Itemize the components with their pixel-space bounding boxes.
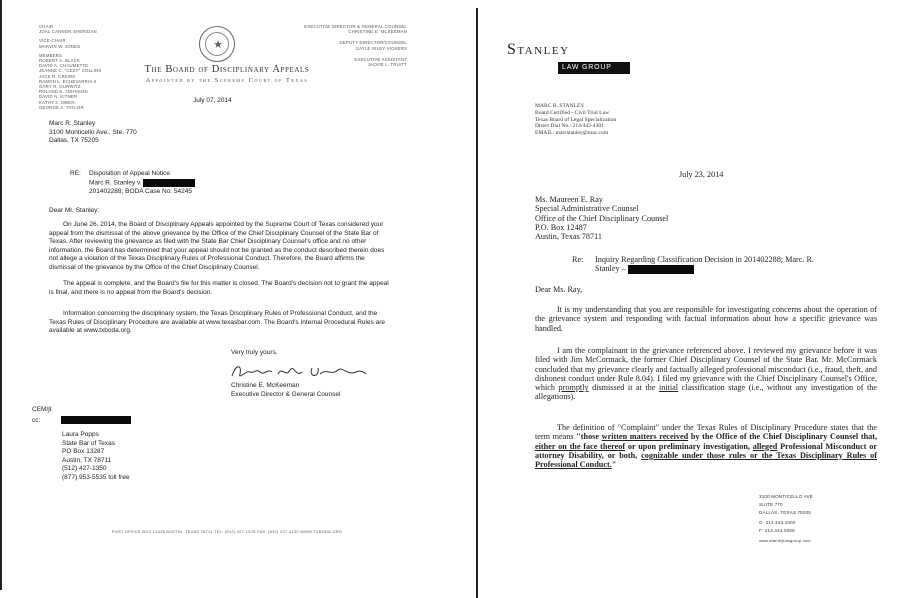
members-label: MEMBERS: [39, 52, 63, 58]
member-name: JACK R. CREWS: [39, 73, 76, 79]
firm-name: Stanley: [507, 41, 570, 58]
letter-date: July 23, 2014: [679, 170, 724, 179]
chair-label: CHAIR: [39, 24, 54, 29]
paragraph: [535, 346, 877, 402]
text-span: ": [611, 460, 617, 470]
cc-line: PO Box 13287: [62, 448, 105, 456]
letter-footer: POST OFFICE BOX 12426 AUSTIN, TEXAS 78711 TEL: (512) 427-1578 FAX: (512) 427-4130 WWW.TXBODA.ORG: [111, 529, 343, 534]
recipient-line: Austin, Texas 78711: [535, 232, 602, 242]
firm-address-line: DALLAS, TEXAS 75205: [759, 510, 811, 515]
paragraph: Information concerning the disciplinary system, the Texas Disciplinary Rules of Professional Conduct, and the Texas Rules of Disciplinary Procedure are available at www.texasbar.com. The Board's Internal Procedural Rules are available at www.txboda.org.: [49, 310, 386, 335]
exec-assistant-label: EXECUTIVE ASSISTANT: [354, 56, 407, 62]
initials: CEM/jt: [32, 406, 52, 413]
phone-number: 214.443.4300: [765, 520, 796, 525]
re-line: Disposition of Appeal Notice: [89, 170, 170, 177]
fax-number: 214.443.0358: [764, 528, 795, 533]
re-line: 201402288; BODA Case No. 54245: [89, 187, 192, 195]
text-span: I am the complainant in the grievance referenced above. I reviewed my grievance before it was filed with Jim McCormack, the former Chief Disciplinary Counsel of the State Bar. Mr. McCormack concluded that my grievance clearly and factually alleged professional misconduct (i.e., fraud, theft, and dishonest conduct under Rule 8.04). I filed my grievance with the Chief Disciplinary Counsel's Office, which: [535, 346, 877, 393]
address-line: Marc R. Stanley: [49, 120, 96, 127]
firm-address-block: [759, 493, 836, 545]
member-name: DAVID N. KITNER: [39, 94, 78, 100]
text-span: either on the face thereof: [535, 441, 626, 451]
staff-list: [292, 24, 407, 67]
recipient-line: P.O. Box 12487: [535, 222, 587, 232]
text-span: "those: [576, 432, 602, 442]
member-name: DAVID A. CHAUMETTE: [39, 63, 89, 69]
paragraph: The appeal is complete, and the Board's file for this matter is closed. The Board's decision not to grant the appeal is final, and there is no appeal from the Board's decision.: [49, 280, 389, 296]
salutation: Dear Mr. Stanley:: [49, 207, 100, 214]
member-name: KATHY J. OWEN: [39, 99, 75, 105]
salutation: Dear Ms. Ray,: [535, 285, 583, 294]
text-span: or upon preliminary investigation,: [625, 441, 753, 451]
board-name: The Board of Disciplinary Appeals: [144, 64, 310, 75]
member-name: GARY R. GURWITZ: [39, 84, 81, 90]
re-label: RE:: [70, 170, 81, 177]
cc-line: (877) 953-5535 toll free: [62, 473, 130, 481]
re-block: [595, 255, 885, 274]
paragraph: On June 26, 2014, the Board of Disciplinary Appeals appointed by the Supreme Court of Texas considered your appeal from the dismissal of the above grievance by the Office of the Chief Disciplinary Counsel of the State Bar of Texas. After reviewing the grievance as filed with the State Bar Chief Disciplinary Counsel's office and no other information, the Board has determined that your appeal should not be granted as the conduct described therein does not allege a violation of the Texas Disciplinary Rules of Professional Conduct. Therefore, the Board affirms the dismissal of the grievance by the Office of the Chief Disciplinary Counsel.: [49, 221, 385, 271]
text-span: cognizable under those rules or the Texas Disciplinary Rules of Professional Conduct.: [535, 450, 877, 470]
recipient-line: Special Administrative Counsel: [535, 204, 639, 214]
paragraph: [535, 423, 877, 469]
text-span: promptly: [558, 383, 589, 393]
phone-label: O: [759, 520, 763, 525]
vice-chair-name: MARVIN W. JONES: [39, 43, 81, 49]
recipient-line: Office of the Chief Disciplinary Counsel: [535, 213, 669, 223]
signer-name: Christine E. McKeeman: [231, 382, 300, 389]
exec-director-label: EXECUTIVE DIRECTOR & GENERAL COUNSEL: [304, 24, 407, 29]
signature-icon: [228, 360, 368, 382]
text-span: dismissed it at the: [588, 383, 659, 393]
firm-address-line: 3100 MONTICELLO AVE: [759, 494, 813, 499]
recipient-address: [49, 120, 137, 146]
member-name: RAMON L. ECHEVARRIA II: [39, 78, 97, 84]
text-span: Professional Misconduct or attorney Disability, or both,: [535, 441, 878, 460]
text-span: alleged: [752, 441, 778, 451]
member-name: ROBERT A. BLACK: [39, 58, 81, 64]
fax-label: F: [759, 528, 762, 533]
sender-block: [535, 103, 616, 137]
texas-seal-icon: ★: [199, 26, 235, 62]
address-line: Dallas, TX 75205: [49, 137, 99, 145]
text-span: written matters received: [601, 432, 689, 442]
cc-line: Austin, TX 78711: [62, 456, 112, 464]
vice-chair-label: VICE-CHAIR: [39, 38, 66, 44]
text-span: classification stage (i.e., without any investigation of the allegations).: [535, 383, 877, 402]
sender-line: Texas Board of Legal Specialization: [535, 116, 617, 123]
board-subtitle: Appointed by the Supreme Court of Texas: [145, 77, 309, 84]
text-span: The definition of "Complaint" under the Texas Rules of Disciplinary Procedure states that the term means: [535, 423, 877, 442]
exec-assistant-name: JACKIE L. TRUITT: [367, 62, 407, 68]
redaction-bar: [61, 416, 131, 424]
cc-line: State Bar of Texas: [62, 439, 115, 447]
re-block: [89, 170, 259, 197]
re-line: Inquiry Regarding Classification Decision in 201402288; Marc. R.: [595, 255, 814, 264]
sender-line: Board Certified - Civil Trial Law: [535, 109, 610, 116]
deputy-director-name: GAYLE RILEY VICKERS: [355, 45, 407, 51]
cc-address: [62, 431, 130, 483]
address-line: 3100 Monticello Ave., Ste. 770: [49, 128, 137, 136]
recipient-line: Ms. Maureen E. Ray: [535, 195, 603, 204]
deputy-director-label: DEPUTY DIRECTOR/COUNSEL: [339, 40, 407, 46]
re-line: Marc R. Stanley v.: [89, 179, 142, 187]
exec-director-name: CHRISTINE E. MCKEEMAN: [348, 29, 407, 35]
member-name: GEORGE A. TAYLOR: [39, 104, 84, 110]
sender-line: MARC R. STANLEY: [535, 103, 585, 109]
signer-title: Executive Director & General Counsel: [231, 391, 341, 398]
closing: Very truly yours,: [231, 349, 278, 356]
cc-label: cc:: [32, 417, 41, 424]
recipient-address: [535, 195, 668, 241]
sender-line: EMAIL: marcstanley@mac.com: [535, 130, 609, 137]
redaction-bar: [628, 265, 694, 274]
cc-line: (512) 427-1350: [62, 465, 107, 473]
bodaletter-page: [0, 0, 454, 590]
cc-line: Laura Popps: [62, 431, 99, 438]
re-line: Stanley –: [595, 264, 626, 274]
sender-line: Direct Dial No.: 214/443-4301: [535, 123, 604, 130]
text-span: initial: [658, 383, 679, 393]
paragraph: It is my understanding that you are responsible for investigating concerns about the operation of the grievance system and responding with factual information about how a specific grievance was handled.: [535, 305, 877, 333]
text-span: by the Office of the Chief Disciplinary Counsel that,: [688, 432, 877, 442]
firm-website: www.stanleylawgroup.com: [759, 538, 811, 543]
redaction-bar: [143, 179, 195, 187]
stanley-letter-page: [476, 8, 898, 598]
letter-date: July 07, 2014: [193, 97, 232, 104]
firm-address-line: SUITE 770: [759, 502, 783, 507]
chair-name: JOAL CANNON SHERIDAN: [39, 29, 97, 35]
firm-subname: LAW GROUP: [562, 64, 612, 71]
member-name: JEANNE C. "CEZY" COLLINS: [39, 68, 102, 74]
re-label: Re:: [572, 255, 584, 264]
member-name: ROLAND K. JOHNSON: [39, 89, 88, 95]
